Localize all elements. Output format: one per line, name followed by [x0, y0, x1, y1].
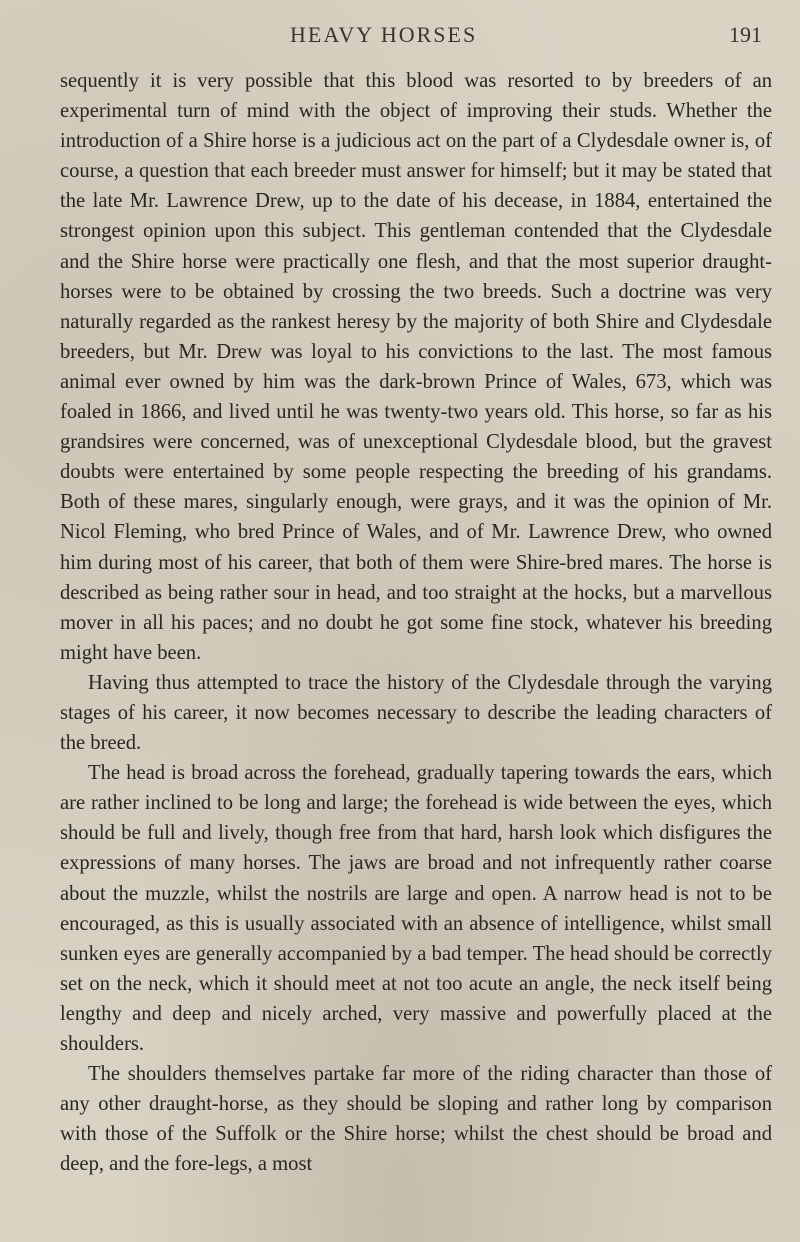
- paragraph: The shoulders themselves partake far more of the riding character than those of any other draught-horse, as they should be sloping and rather long by comparison with those of the Suffolk or the Shire horse; whilst the chest should be broad and deep, and the fore-legs, a most: [60, 1063, 772, 1176]
- body-text: [60, 66, 772, 1179]
- page-header: [0, 22, 800, 62]
- paragraph: The head is broad across the forehead, gradually tapering towards the ears, which are rather inclined to be long and large; the forehead is wide between the eyes, which should be full and lively, though free from that hard, harsh look which disfigures the expressions of many horses. The jaws are broad and not infrequently rather coarse about the muzzle, whilst the nostrils are large and open. A narrow head is not to be encouraged, as this is usually associated with an absence of intelligence, whilst small sunken eyes are generally accompanied by a bad temper. The head should be correctly set on the neck, which it should meet at not too acute an angle, the neck itself being lengthy and deep and nicely arched, very massive and powerfully placed at the shoulders.: [60, 762, 772, 1055]
- page-number: 191: [729, 22, 762, 47]
- paragraph: sequently it is very possible that this blood was resorted to by breeders of an experimental turn of mind with the object of improving their studs. Whether the introduction of a Shire horse is a judicious act on the part of a Clydesdale owner is, of course, a question that each breeder must answer for himself; but it may be stated that the late Mr. Lawrence Drew, up to the date of his decease, in 1884, entertained the strongest opinion upon this subject. This gentleman contended that the Clydesdale and the Shire horse were practically one flesh, and that the most superior draught-horses were to be obtained by crossing the two breeds. Such a doctrine was very naturally regarded as the rankest heresy by the majority of both Shire and Clydesdale breeders, but Mr. Drew was loyal to his convictions to the last. The most famous animal ever owned by him was the dark-brown Prince of Wales, 673, which was foaled in 1866, and lived until he was twenty-two years old. This horse, so far as his grandsires were concerned, was of unexceptional Clydesdale blood, but the gravest doubts were entertained by some people respecting the breeding of his grandams. Both of these mares, singularly enough, were grays, and it was the opinion of Mr. Nicol Fleming, who bred Prince of Wales, and of Mr. Lawrence Drew, who owned him during most of his career, that both of them were Shire-bred mares. The horse is described as being rather sour in head, and too straight at the hocks, but a marvellous mover in all his paces; and no doubt he got some fine stock, whatever his breeding might have been.: [60, 70, 772, 664]
- running-head: HEAVY HORSES: [290, 22, 478, 47]
- paragraph: Having thus attempted to trace the history of the Clydesdale through the varying stages of his career, it now becomes necessary to describe the leading characters of the breed.: [60, 671, 772, 755]
